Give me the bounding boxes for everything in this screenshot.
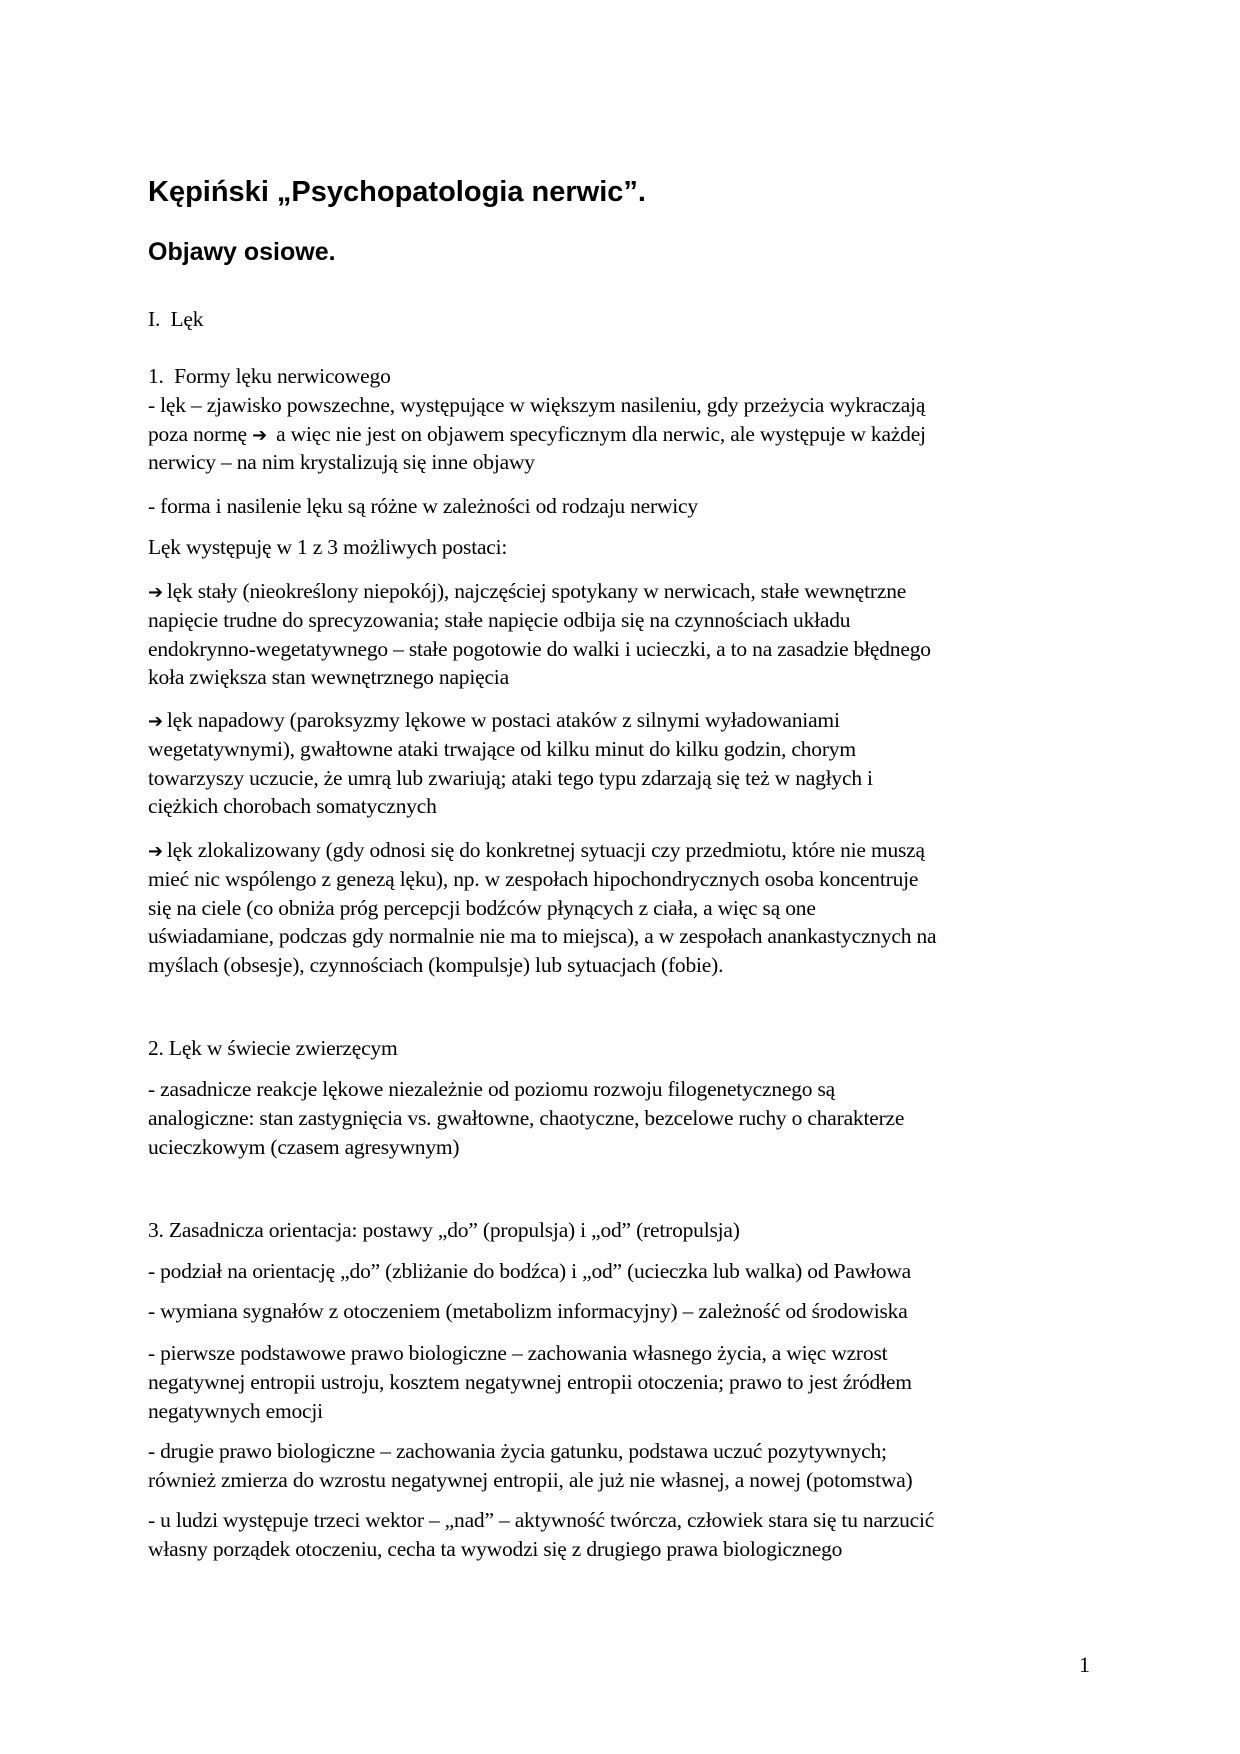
text-span: a więc nie jest on objawem specyficznym dla nerwic, ale występuje w każdej (276, 421, 926, 446)
document-title: Kępiński „Psychopatologia nerwic”. (148, 176, 646, 208)
text-line: towarzyszy uczucie, że umrą lub zwariują; ataki tego typu zdarzają się też w nagłych i (148, 765, 873, 790)
section-heading: Objawy osiowe. (148, 238, 336, 266)
paragraph (148, 1075, 904, 1161)
text-span: lęk zlokalizowany (gdy odnosi się do konkretnej sytuacji czy przedmiotu, które nie muszą (166, 838, 925, 862)
subsection-heading: 2. Lęk w świecie zwierzęcym (148, 1036, 398, 1060)
page-number: 1 (1079, 1652, 1090, 1677)
subsection-1 (148, 362, 926, 477)
arrow-icon: ➔ (148, 711, 163, 732)
form-item-localized (148, 836, 936, 980)
text-line: własny porządek otoczeniu, cecha ta wywodzi się z drugiego prawa biologicznego (148, 1536, 843, 1561)
arrow-icon: ➔ (148, 582, 163, 603)
heading-number: 1. (148, 364, 164, 388)
paragraph: - wymiana sygnałów z otoczeniem (metabolizm informacyjny) – zależność od środowiska (148, 1299, 908, 1323)
text-line: myślach (obsesje), czynnościach (kompulsje) lub sytuacjach (fobie). (148, 953, 724, 978)
chapter-number: I. (148, 307, 161, 331)
heading-text: Formy lęku nerwicowego (174, 364, 391, 388)
paragraph: - podział na orientację „do” (zbliżanie do bodźca) i „od” (ucieczka lub walka) od Pawłowa (148, 1259, 912, 1283)
text-line (148, 420, 926, 449)
text-line: koła zwiększa stan wewnętrznego napięcia (148, 665, 509, 690)
paragraph: - forma i nasilenie lęku są różne w zależności od rodzaju nerwicy (148, 494, 698, 518)
text-line: ciężkich chorobach somatycznych (148, 794, 437, 819)
text-line: negatywnej entropii ustroju, kosztem negatywnej entropii otoczenia; prawo to jest źródłem (148, 1369, 912, 1394)
text-line: nerwicy – na nim krystalizują się inne objawy (148, 450, 535, 475)
text-line: mieć nic wspólengo z genezą lęku), np. w zespołach hipochondrycznych osoba koncentruje (148, 866, 919, 891)
text-line: ucieczkowym (czasem agresywnym) (148, 1134, 460, 1159)
text-line: - zasadnicze reakcje lękowe niezależnie od poziomu rozwoju filogenetycznego są (148, 1077, 835, 1101)
text-line: endokrynno-wegetatywnego – stałe pogotowie do walki i ucieczki, a to na zasadzie błędnego (148, 636, 931, 661)
subsection-heading (148, 362, 926, 391)
text-line: negatywnych emocji (148, 1398, 323, 1423)
form-item-paroxysmal (148, 706, 873, 821)
text-line: - drugie prawo biologiczne – zachowania życia gatunku, podstawa uczuć pozytywnych; (148, 1439, 887, 1463)
chapter-label: Lęk (170, 307, 204, 331)
text-line: - pierwsze podstawowe prawo biologiczne – zachowania własnego życia, a więc wzrost (148, 1341, 888, 1365)
arrow-icon: ➔ (252, 424, 267, 446)
paragraph (148, 1506, 934, 1564)
text-span: lęk stały (nieokreślony niepokój), najczęściej spotykany w nerwicach, stałe wewnętrzne (166, 579, 907, 603)
arrow-icon: ➔ (148, 841, 163, 862)
paragraph: Lęk występuję w 1 z 3 możliwych postaci: (148, 535, 508, 559)
text-span: poza normę (148, 421, 247, 446)
text-line: napięcie trudne do sprecyzowania; stałe napięcie odbija się na czynnościach układu (148, 607, 851, 632)
subsection-heading: 3. Zasadnicza orientacja: postawy „do” (propulsja) i „od” (retropulsja) (148, 1218, 740, 1242)
text-span: lęk napadowy (paroksyzmy lękowe w postaci ataków z silnymi wyładowaniami (166, 708, 840, 732)
text-line: uświadamiane, podczas gdy normalnie nie ma to miejsca), a w zespołach anankastycznych na (148, 924, 937, 949)
chapter-heading (148, 305, 203, 334)
text-line: również zmierza do wzrostu negatywnej entropii, ale już nie własnej, a nowej (potomstwa) (148, 1467, 913, 1492)
text-line: analogiczne: stan zastygnięcia vs. gwałtowne, chaotyczne, bezcelowe ruchy o charakterze (148, 1105, 905, 1130)
text-line: - lęk – zjawisko powszechne, występujące w większym nasileniu, gdy przeżycia wykraczają (148, 392, 926, 417)
text-line: się na ciele (co obniża próg percepcji bodźców płynących z ciała, a więc są one (148, 895, 816, 920)
text-line: - u ludzi występuje trzeci wektor – „nad” – aktywność twórcza, człowiek stara się tu narzucić (148, 1508, 935, 1532)
text-line: wegetatywnymi), gwałtowne ataki trwające od kilku minut do kilku godzin, chorym (148, 736, 856, 761)
form-item-constant (148, 577, 931, 692)
paragraph (148, 1437, 913, 1495)
paragraph (148, 1339, 912, 1425)
